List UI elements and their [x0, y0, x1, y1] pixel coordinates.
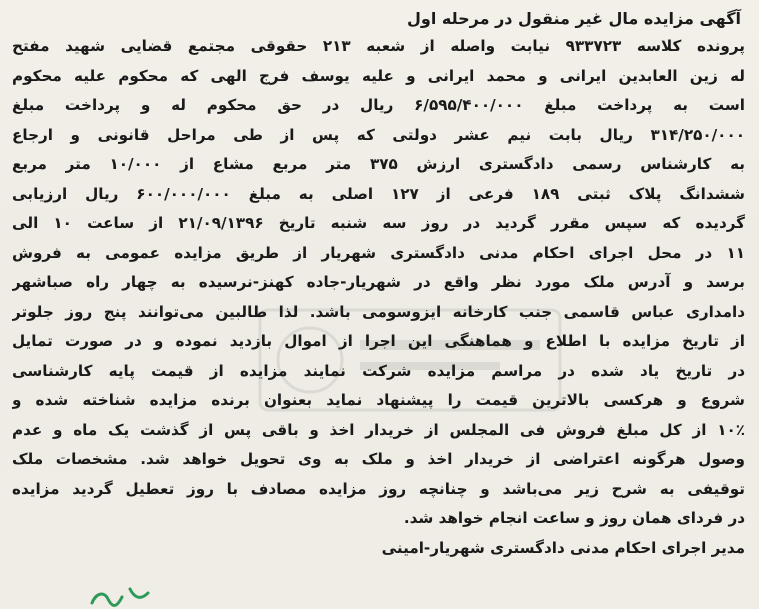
body-line: ۳۱۴/۲۵۰/۰۰۰ ریال بابت نیم عشر دولتی که پس از طی مراحل قانونی و ارجاع: [12, 125, 745, 144]
body-line: برسد و آدرس ملک مورد نظر واقع در شهریار-جاده کهنز-نرسیده به چهار راه صباشهر: [12, 273, 745, 291]
body-line: به کارشناس رسمی دادگستری ارزش ۳۷۵ متر مربع مشاع از ۱۰/۰۰۰ متر مربع: [12, 155, 745, 173]
body-line: از تاریخ مزایده با اطلاع و هماهنگی این اجرا از اموال بازدید نموده و در صورت تمایل: [12, 332, 745, 350]
signature-line: مدیر اجرای احکام مدنی دادگستری شهریار-امینی: [381, 538, 745, 557]
auction-notice: [12, 6, 745, 563]
handwritten-stamp-mark: [86, 579, 156, 609]
notice-title: آگهی مزایده مال غیر منقول در مرحله اول: [406, 9, 741, 28]
notice-body: [12, 32, 745, 534]
body-line: توقیفی به شرح زیر می‌باشد و چنانچه روز مزایده مصادف با روز تعطیل گردید مزایده: [12, 479, 745, 498]
body-line: است به پرداخت مبلغ ۶/۵۹۵/۴۰۰/۰۰۰ ریال در حق محکوم له و پرداخت مبلغ: [12, 96, 745, 114]
body-line: ۱۰٪ از کل مبلغ فروش فی المجلس از خریدار اخذ و باقی پس از گذشت یک ماه و عدم: [12, 420, 745, 439]
body-line: در فردای همان روز و ساعت انجام خواهد شد.: [403, 509, 745, 527]
body-line: شروع و هرکسی بالاترین قیمت را پیشنهاد نماید بعنوان برنده مزایده شناخته شده و: [12, 391, 745, 409]
body-line: در تاریخ یاد شده در مراسم مزایده شرکت نمایند مزایده از قیمت پایه کارشناسی: [12, 361, 745, 380]
body-line: ششدانگ پلاک ثبتی ۱۸۹ فرعی از ۱۲۷ اصلی به مبلغ ۶۰۰/۰۰۰/۰۰۰ ریال ارزیابی: [12, 184, 745, 203]
body-line: ۱۱ در محل اجرای احکام مدنی دادگستری شهریار از طریق مزایده عمومی به فروش: [12, 243, 745, 262]
body-line: له زین العابدین ایرانی و محمد ایرانی و علیه یوسف فرج الهی که محکوم علیه محکوم: [12, 66, 745, 85]
body-line: وصول هرگونه اعتراضی از خریدار اخذ و ملک به وی تحویل خواهد شد. مشخصات ملک: [12, 450, 745, 468]
body-line: دامداری عباس قاسمی جنب کارخانه ایزوسومی باشد. لذا طالبین می‌توانند پنج روز جلوتر: [12, 302, 745, 321]
body-line: گردیده که سپس مقرر گردید در روز سه شنبه تاریخ ۲۱/۰۹/۱۳۹۶ از ساعت ۱۰ الی: [12, 214, 745, 232]
body-line: پرونده کلاسه ۹۳۳۷۲۳ نیابت واصله از شعبه ۲۱۳ حقوقی مجتمع قضایی شهید مفتح: [12, 37, 745, 55]
